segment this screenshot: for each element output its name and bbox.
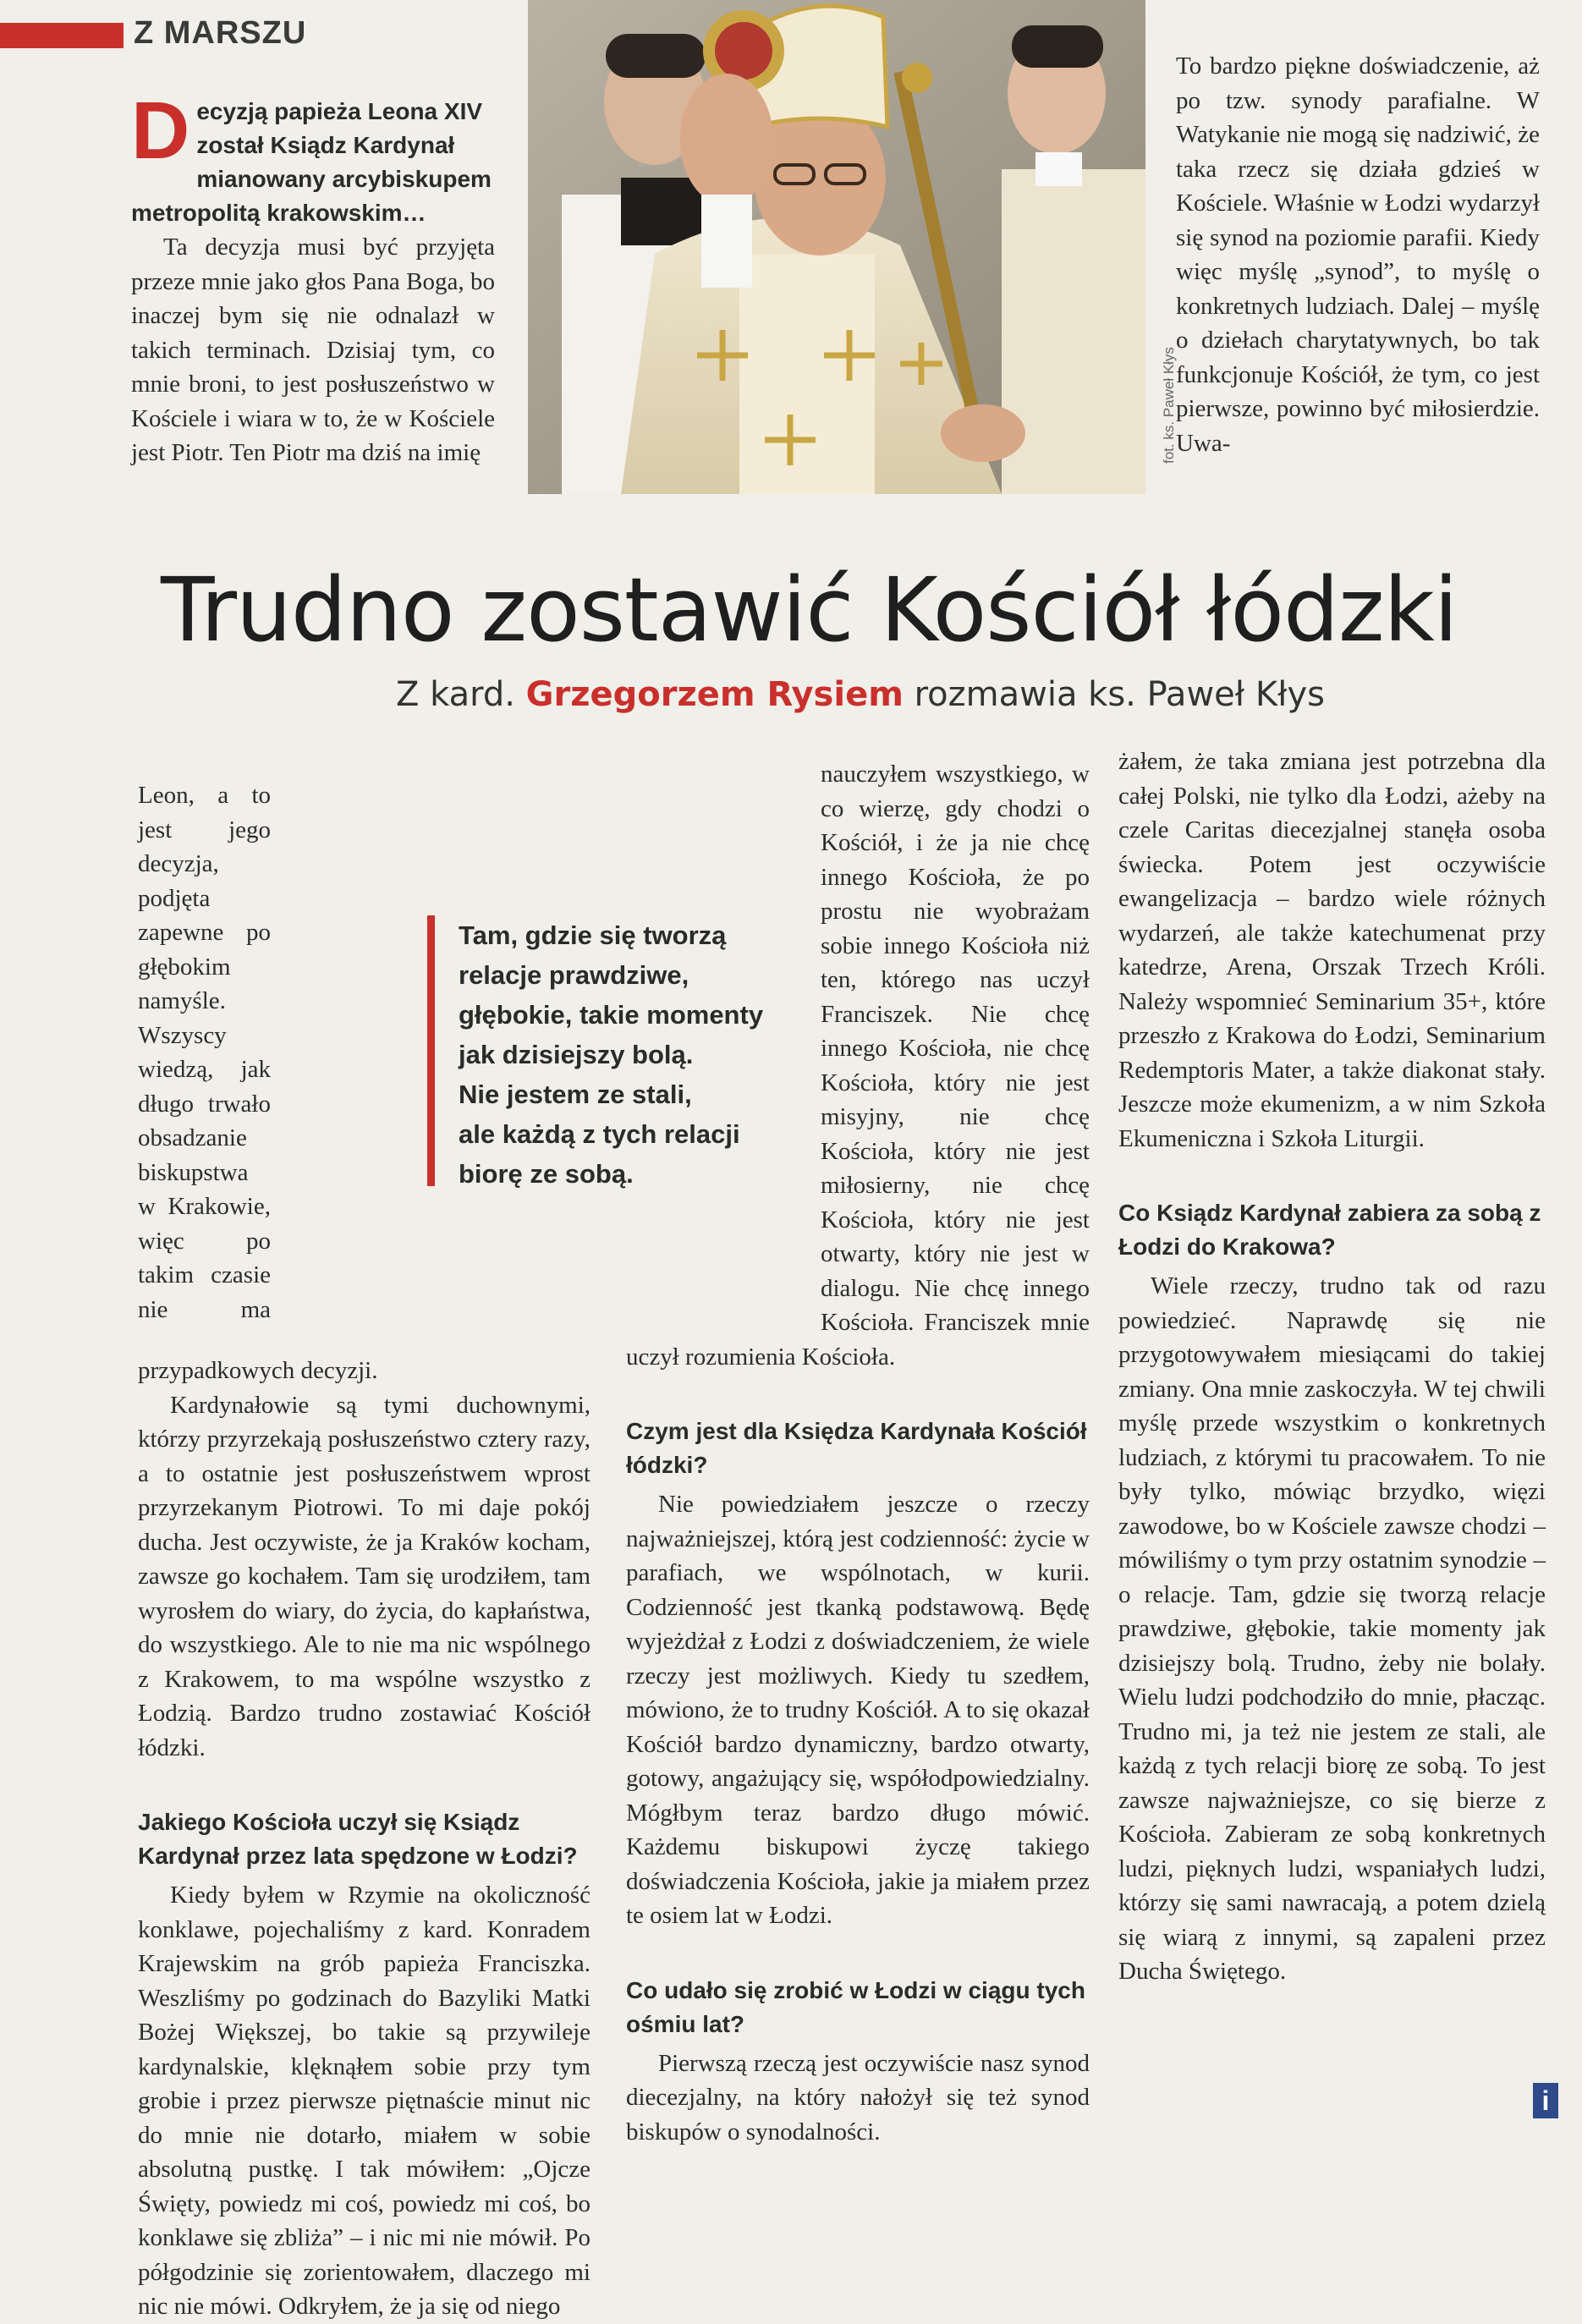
column-paragraph: Leon, a to jest jego decyzja, podjęta zapewne po głębokim namyśle. Wszyscy wiedzą, jak długo trwało obsadzanie biskupstwa w Krakowie, więc po takim czasie nie ma przypadkowych decyzji. [138,782,378,1384]
pull-quote-line: ale każdą z tych relacji [459,1119,740,1149]
column-paragraph: żałem, że taka zmiana jest potrzebna dla całej Polski, nie tylko dla Łodzi, ażeby na czele Caritas diecezjalnej stanęła osoba świecka. Potem jest oczywiście ewangelizacja – bardzo wiele różnych wydarzeń, ale także katechumenat przy katedrze, Arena, Orszak Trzech Króli. Należy wspomnieć Seminarium 35+, które przeszło z Krakowa do Łodzi, Seminarium Redemptoris Mater, a także diakonat stały. Jeszcze może ekumenizm, a w nim Szkoła Ekumeniczna i Szkoła Liturgii. [1118,748,1546,1152]
column-paragraph: Wiele rzeczy, trudno tak od razu powiedzieć. Naprawdę się nie przygotowywałem miesiącami do takiej zmiany. Ona mnie zaskoczyła. W tej chwili myślę przede wszystkim o konkretnych ludziach, z którymi tu pracowałem. To nie były tylko, mówiąc brzydko, więzi zawodowe, bo w Kościele zawsze chodzi – mówiliśmy o tym przy ostatnim synodzie – o relacje. Tam, gdzie się tworzą relacje prawdziwe, głębokie, takie momenty jak dzisiejszy bolą. Trudno, żeby nie bolały. Wielu ludzi podchodziło do mnie, płacząc. Trudno mi, ja też nie jestem ze stali, ale każdą z tych relacji biorę ze sobą. To jest zawsze najważniejsze, co się bierze z Kościoła. Zabieram ze sobą konkretnych ludzi, pięknych ludzi, wspaniałych ludzi, którzy się sami nawracają, a potem dzielą się wiarą z innymi, są zapaleni przez Ducha Świętego. [1118,1272,1546,1985]
intro-answer: Ta decyzja musi być przyjęta przeze mnie jako głos Pana Boga, bo inaczej bym się nie odnalazł w takich terminach. Dzisiaj tym, co mnie broni, to jest posłuszeństwo w Kościele i wiara w to, że w Kościele jest Piotr. Ten Piotr ma dziś na imię [131,233,495,466]
pull-quote-line: głębokie, takie momenty [459,1000,764,1030]
magazine-logo-icon: i [1533,2083,1558,2118]
pull-quote-spacer [626,859,821,1311]
pull-quote-line: relacje prawdziwe, [459,960,689,990]
pull-quote-line: Tam, gdzie się tworzą [459,920,727,950]
intro-lead-text: ecyzją papieża Leona XIV został Ksiądz Kardynał mianowany arcybiskupem metropolitą krakowskim… [131,98,492,226]
section-title: Z MARSZU [134,15,307,51]
subhead-name: Grzegorzem Rysiem [525,675,904,714]
interview-question: Czym jest dla Księdza Kardynała Kościół łódzki? [626,1418,1087,1478]
intro-question [131,85,495,230]
article-column-3 [1118,744,1546,1989]
pull-quote-line: biorę ze sobą. [459,1159,634,1189]
section-accent-bar [0,23,124,48]
archbishop-photo [528,0,1145,494]
interview-question: Co Ksiądz Kardynał zabiera za sobą z Łodzi do Krakowa? [1118,1200,1541,1260]
top-right-column [1176,49,1540,460]
column-paragraph: Kiedy byłem w Rzymie na okoliczność konklawe, pojechaliśmy z kard. Konradem Krajewskim na grób papieża Franciszka. Weszliśmy po godzinach do Bazyliki Matki Bożej Większej, bo takie są przywileje kardynalskie, klęknąłem sobie przy tym grobie i przez pierwsze piętnaście minut nic do mnie nie dotarło, miałem w sobie absolutną pustkę. I tak mówiłem: „Ojcze Święty, powiedz mi coś, powiedz mi coś, bo konklawe się zbliża” – i nic mi nie mówił. Po półgodzinie się zorientowałem, dlaczego mi nic nie mówi. Odkryłem, że ja się od niego [138,1882,591,2320]
column-paragraph: Nie powiedziałem jeszcze o rzeczy najważniejszej, którą jest codzienność: życie w parafiach, we wspólnotach, w kurii. Codzienność jest tkanką podstawową. Będę wyjeżdżał z Łodzi z doświadczeniem, że wiele rzeczy jest możliwych. Kiedy tu szedłem, mówiono, że to trudny Kościół. A to się okazał Kościół bardzo dynamiczny, bardzo otwarty, gotowy, angażujący się, współodpowiedzialny. Mógłbym teraz bardzo długo mówić. Każdemu biskupowi życzę takiego doświadczenia Kościoła, jakie ja miałem przez te osiem lat w Łodzi. [626,1491,1090,1929]
archbishop-photo-icon [528,0,1145,494]
photo-credit: fot. ks. Paweł Kłys [1161,347,1177,464]
article-column-1 [138,778,591,2324]
subhead-suffix: rozmawia ks. Paweł Kłys [914,675,1325,714]
column-paragraph: nauczyłem wszystkiego, w co wierzę, gdy chodzi o Kościół, i że ja nie chcę innego Kościoła, że po prostu nie wyobrażam sobie innego Kościoła niż ten, którego nas uczył Franciszek. Nie chcę innego Kościoła, nie chcę Kościoła, który nie jest misyjny, nie chcę Kościoła, który nie jest miłosierny, nie chcę Kościoła, który nie jest otwarty, który nie jest w dialogu. Nie chcę innego Kościoła. Franciszek mnie uczył rozumienia Kościoła. [626,761,1090,1371]
drop-cap: D [131,85,190,176]
article-subhead [396,675,1325,714]
pull-quote-line: Nie jestem ze stali, [459,1080,692,1109]
top-right-paragraph: To bardzo piękne doświadczenie, aż po tzw. synody parafialne. W Watykanie nie mogą się nadziwić, że taka rzecz się działa gdzieś w Kościele. Właśnie w Łodzi wydarzył się synod na poziomie parafii. Kiedy więc myślę „synod”, to myślę o konkretnych ludziach. Dalej – myślę o dziełach charytatywnych, bo tak funkcjonuje Kościół, że tym, co jest pierwsze, powinno być miłosierdzie. Uwa- [1176,52,1540,457]
article-headline: Trudno zostawić Kościół łódzki [161,558,1458,662]
column-paragraph: Kardynałowie są tymi duchownymi, którzy przyrzekają posłuszeństwo cztery razy, a to ostatnie jest posłuszeństwem wprost przyrzekanym Piotrowi. To mi daje pokój ducha. Jest oczywiste, że ja Kraków kocham, zawsze go kochałem. Tam się urodziłem, tam wyrosłem do wiary, do życia, do kapłaństwa, do wszystkiego. Ale to nie ma nic wspólnego z Krakowem, to ma wspólne wszystko z Łodzią. Bardzo trudno zostawiać Kościół łódzki. [138,1391,591,1761]
pull-quote-line: jak dzisiejszy bolą. [459,1040,694,1069]
pull-quote-spacer [271,914,591,1354]
intro-column [131,85,495,470]
column-paragraph: Pierwszą rzeczą jest oczywiście nasz synod diecezjalny, na który nałożył się też synod biskupów o synodalności. [626,2049,1090,2145]
interview-question: Co udało się zrobić w Łodzi w ciągu tych ośmiu lat? [626,1976,1085,2037]
subhead-prefix: Z kard. [396,675,515,714]
article-column-2 [626,757,1090,2149]
interview-question: Jakiego Kościoła uczył się Ksiądz Kardynał przez lata spędzone w Łodzi? [138,1809,578,1869]
